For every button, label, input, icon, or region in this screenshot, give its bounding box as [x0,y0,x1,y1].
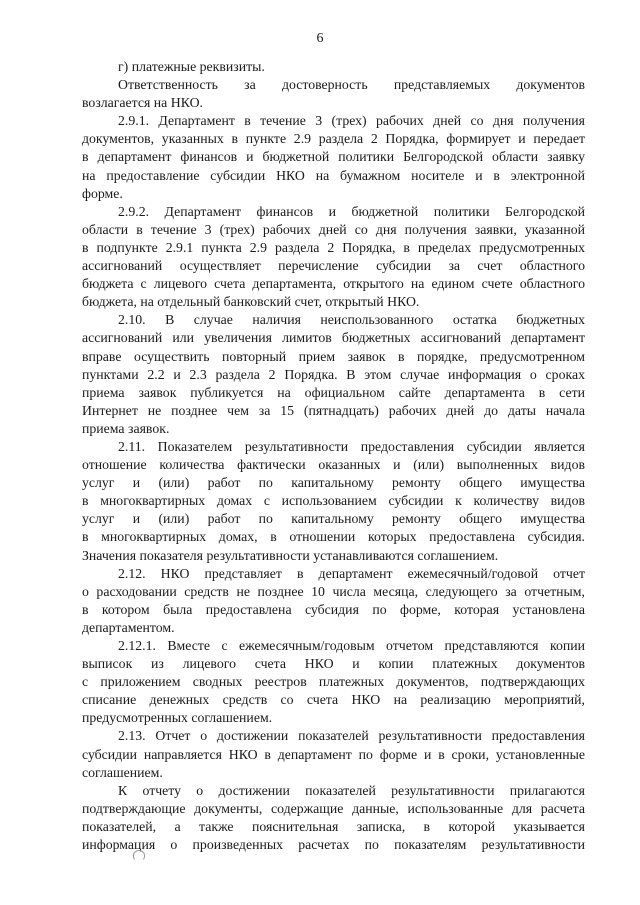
paragraph-report-attachments [82,782,585,854]
text-line: Ответственность за достоверность представляемых документов [118,77,585,93]
text-line: бюджета с лицевого счета департамента, открытого на едином счете областного [82,276,585,292]
text-line: субсидии направляется НКО в департамент по форме и в сроки, установленные [82,746,585,762]
page-number: 6 [316,31,324,46]
text-line: 2.13. Отчет о достижении показателей результативности предоставления [118,728,585,744]
text-line: бюджета, на отдельный банковский счет, открытый НКО. [82,294,420,310]
text-line: списание денежных средств со счета НКО на реализацию мероприятий, [82,692,585,708]
text-line: документов, указанных в пункте 2.9 раздела 2 Порядка, формирует и передает [82,131,585,147]
text-line: департаментом. [82,619,175,635]
text-line: в подпункте 2.9.1 пункта 2.9 раздела 2 Порядка, в пределах предусмотренных [82,239,585,255]
text-line: Значения показателя результативности устанавливаются соглашением. [82,547,499,563]
text-line: ассигнований или увеличения лимитов бюджетных ассигнований департамент [82,330,585,346]
paragraph-2-12-1 [82,637,585,727]
text-line: услуг и (или) работ по капитальному ремонту общего имущества [82,475,585,491]
text-line: соглашением. [82,764,163,780]
text-line: показателей, а также пояснительная записка, в которой указывается [82,818,585,834]
text-line: К отчету о достижении показателей результативности прилагаются [118,782,585,798]
text-line: приема заявок публикуется на официальном сайте департамента в сети [82,384,585,400]
paragraph-payment-details [82,58,585,76]
scan-artifact [133,850,145,861]
text-line: ассигнований осуществляет перечисление субсидии за счет областного [82,258,585,274]
text-line: предусмотренных соглашением. [82,710,273,726]
paragraph-2-9-1 [82,112,585,202]
document-body [82,58,585,854]
paragraph-2-12 [82,565,585,637]
text-line: выписок из лицевого счета НКО и копии платежных документов [82,656,585,672]
text-line: 2.12.1. Вместе с ежемесячным/годовым отчетом представляются копии [118,638,585,653]
text-line: на предоставление субсидии НКО на бумажном носителе и в электронной [82,167,585,183]
paragraph-2-11 [82,438,585,565]
text-line: области в течение 3 (трех) рабочих дней со дня получения заявки, указанной [82,221,585,237]
paragraph-2-9-2 [82,203,585,312]
text-line: о расходовании средств не позднее 10 числа месяца, следующего за отчетным, [82,583,585,599]
paragraph-2-10 [82,311,585,438]
text-line: 2.9.1. Департамент в течение 3 (трех) рабочих дней со дня получения [118,113,585,129]
text-line: пунктами 2.2 и 2.3 раздела 2 Порядка. В этом случае информация о сроках [82,366,585,382]
text-line: 2.11. Показателем результативности предоставления субсидии является [118,438,585,454]
text-line: в многоквартирных домах с использованием субсидии к количеству видов [82,493,585,509]
text-line: 2.10. В случае наличия неиспользованного остатка бюджетных [118,312,585,328]
text-line: в многоквартирных домах, в отношении которых предоставлена субсидия. [82,529,585,545]
text-line: услуг и (или) работ по капитальному ремонту общего имущества [82,511,585,527]
paragraph-responsibility [82,76,585,112]
text-line: г) платежные реквизиты. [118,59,265,74]
text-line: Интернет не позднее чем за 15 (пятнадцать) рабочих дней до даты начала [82,402,585,418]
text-line: форме. [82,185,123,201]
text-line: 2.9.2. Департамент финансов и бюджетной политики Белгородской [118,203,585,219]
text-line: подтверждающие документы, содержащие данные, использованные для расчета [82,800,585,816]
text-line: отношение количества фактически оказанных и (или) выполненных видов [82,457,585,473]
text-line: возлагается на НКО. [82,95,203,111]
text-line: вправе осуществить повторный прием заявок в порядке, предусмотренном [82,348,585,364]
paragraph-2-13 [82,727,585,781]
text-line: в департамент финансов и бюджетной политики Белгородской области заявку [82,149,585,165]
text-line: информация о произведенных расчетах по показателям результативности [82,837,585,853]
text-line: с приложением сводных реестров платежных документов, подтверждающих [82,674,585,690]
text-line: 2.12. НКО представляет в департамент ежемесячный/годовой отчет [118,565,585,581]
text-line: в котором была предоставлена субсидия по форме, которая установлена [82,601,585,617]
text-line: приема заявок. [82,420,170,436]
